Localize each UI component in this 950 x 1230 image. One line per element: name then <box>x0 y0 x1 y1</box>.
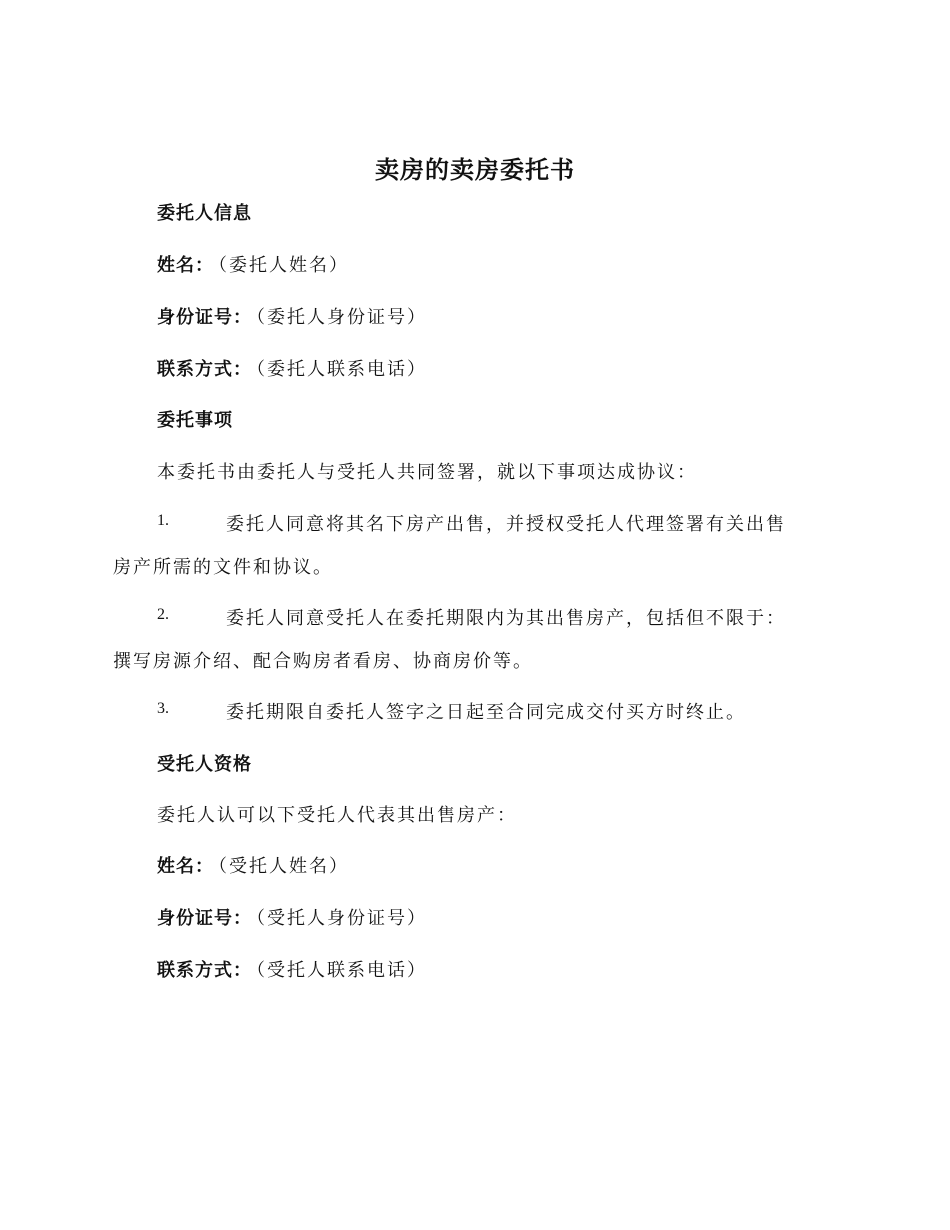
principal-id-label: 身份证号： <box>157 307 252 328</box>
principal-name-value: （委托人姓名） <box>218 255 349 276</box>
agent-id-value: （受托人身份证号） <box>256 908 427 929</box>
list-item-text-line1: 委托人同意受托人在委托期限内为其出售房产，包括但不限于： <box>226 608 786 629</box>
agent-intro: 委托人认可以下受托人代表其出售房产： <box>157 805 517 826</box>
list-item-text-line1: 委托期限自委托人签字之日起至合同完成交付买方时终止。 <box>226 702 746 723</box>
document-title: 卖房的卖房委托书 <box>375 156 575 184</box>
section-heading-principal: 委托人信息 <box>157 203 252 224</box>
list-item-number: 3. <box>157 700 169 717</box>
principal-name-label: 姓名： <box>157 255 214 276</box>
list-item-text-line2: 房产所需的文件和协议。 <box>113 557 333 578</box>
agent-name-value: （受托人姓名） <box>218 856 349 877</box>
principal-contact-value: （委托人联系电话） <box>256 359 427 380</box>
list-item-text-line2: 撰写房源介绍、配合购房者看房、协商房价等。 <box>113 651 533 672</box>
principal-id-value: （委托人身份证号） <box>256 307 427 328</box>
section-heading-agent: 受托人资格 <box>157 754 252 775</box>
agent-contact-label: 联系方式： <box>157 960 252 981</box>
principal-contact-row <box>157 355 427 381</box>
agent-name-label: 姓名： <box>157 856 214 877</box>
list-item-text-line1: 委托人同意将其名下房产出售，并授权受托人代理签署有关出售 <box>226 514 786 535</box>
agent-contact-value: （受托人联系电话） <box>256 960 427 981</box>
matters-intro: 本委托书由委托人与受托人共同签署，就以下事项达成协议： <box>157 462 697 483</box>
principal-id-row <box>157 303 427 329</box>
principal-name-row <box>157 251 349 277</box>
section-heading-matters: 委托事项 <box>157 410 233 431</box>
principal-contact-label: 联系方式： <box>157 359 252 380</box>
agent-contact-row <box>157 956 427 982</box>
list-item-number: 1. <box>157 512 169 529</box>
agent-id-row <box>157 904 427 930</box>
list-item-number: 2. <box>157 606 169 623</box>
agent-name-row <box>157 852 349 878</box>
agent-id-label: 身份证号： <box>157 908 252 929</box>
